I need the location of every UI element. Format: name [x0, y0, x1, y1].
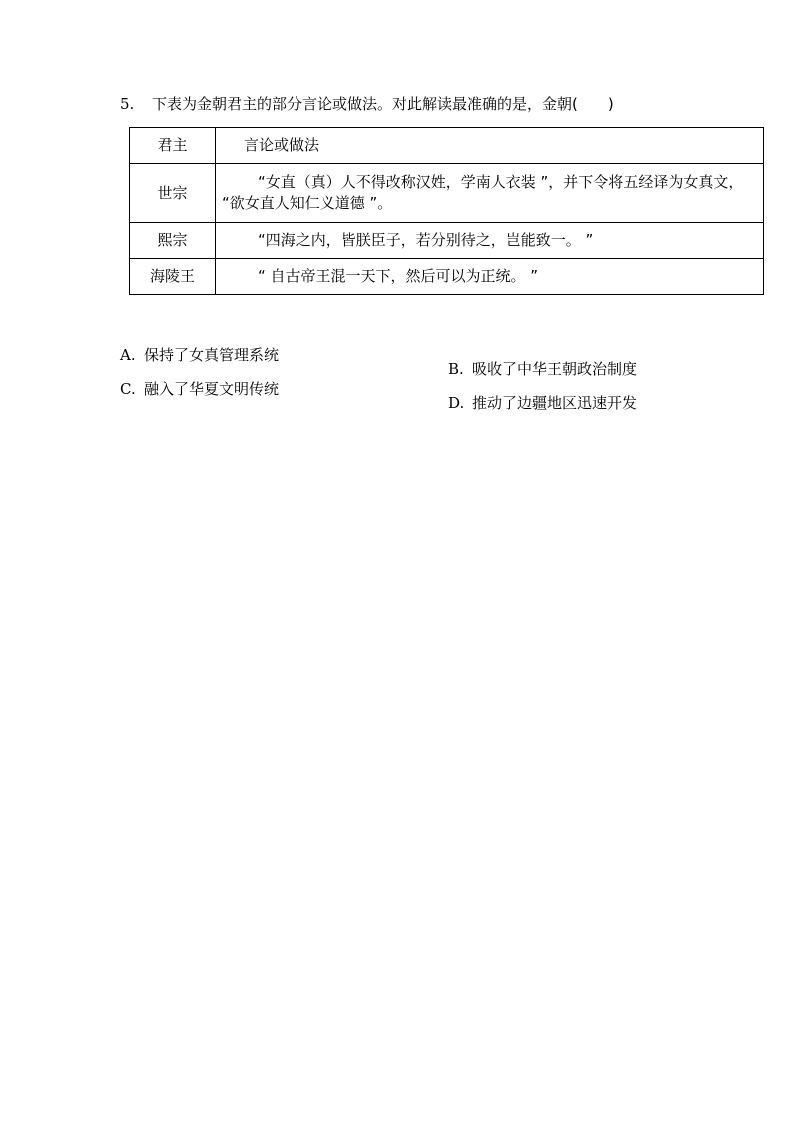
option-b[interactable] [448, 358, 637, 380]
content-cell [216, 164, 764, 223]
content-line [222, 172, 757, 193]
option-letter: C. [120, 380, 136, 398]
content-line-text: “女直（真）人不得改称汉姓，学南人衣装 ”，并下令将五经译为女真文， [258, 173, 744, 191]
option-text: 保持了女真管理系统 [144, 346, 280, 364]
source-table [129, 127, 764, 295]
content-line-text: “四海之内，皆朕臣子，若分别待之，岂能致一。 ” [258, 231, 594, 249]
content-line-text: “ 自古帝王混一天下，然后可以为正统。 ” [258, 267, 539, 285]
option-text: 吸收了中华王朝政治制度 [472, 360, 638, 378]
ruler-cell: 熙宗 [130, 223, 216, 259]
header-content-cell: 言论或做法 [216, 128, 764, 164]
option-text: 推动了边疆地区迅速开发 [472, 394, 638, 412]
option-letter: D. [448, 394, 465, 412]
question-stem [120, 93, 614, 115]
question-number: 5. [120, 95, 135, 113]
table-row [130, 164, 764, 223]
option-a[interactable] [120, 344, 279, 366]
table-header-row [130, 128, 764, 164]
content-cell [216, 259, 764, 295]
option-letter: A. [120, 346, 136, 364]
content-line: “欲女直人知仁义道德 ”。 [222, 194, 393, 212]
header-ruler-cell: 君主 [130, 128, 216, 164]
content-cell [216, 223, 764, 259]
ruler-cell: 海陵王 [130, 259, 216, 295]
option-d[interactable] [448, 392, 637, 414]
option-text: 融入了华夏文明传统 [144, 380, 280, 398]
ruler-cell: 世宗 [130, 164, 216, 223]
question-text: 下表为金朝君主的部分言论或做法。对此解读最准确的是，金朝( ) [152, 95, 614, 113]
option-c[interactable] [120, 378, 279, 400]
table-row [130, 259, 764, 295]
option-letter: B. [448, 360, 464, 378]
table-row [130, 223, 764, 259]
